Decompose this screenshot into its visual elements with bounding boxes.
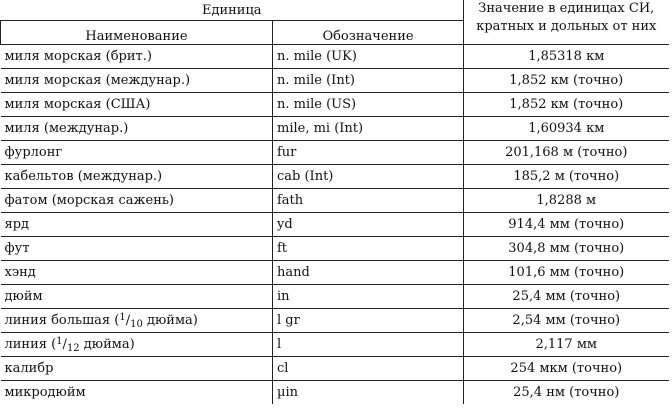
name-column-header: Наименование — [1, 21, 273, 45]
unit-symbol-cell: cab (Int) — [273, 165, 464, 189]
unit-value-cell: 1,852 км (точно) — [464, 93, 669, 117]
unit-symbol-cell: in — [273, 285, 464, 309]
fraction — [56, 336, 80, 354]
unit-group-header: Единица — [1, 0, 464, 21]
unit-name-cell: фут — [1, 237, 273, 261]
unit-name-suffix: дюйма) — [79, 337, 135, 352]
unit-value-cell: 254 мкм (точно) — [464, 357, 669, 381]
fraction — [119, 312, 143, 330]
table-row — [1, 213, 669, 237]
unit-name-cell: миля морская (междунар.) — [1, 69, 273, 93]
unit-symbol-cell: n. mile (Int) — [273, 69, 464, 93]
unit-name-cell: кабельтов (междунар.) — [1, 165, 273, 189]
fraction-denominator: 12 — [66, 343, 80, 354]
unit-value-cell: 25,4 нм (точно) — [464, 381, 669, 405]
unit-symbol-cell: n. mile (US) — [273, 93, 464, 117]
unit-symbol-cell: fath — [273, 189, 464, 213]
header-row-1 — [1, 0, 669, 21]
unit-value-cell: 1,85318 км — [464, 45, 669, 69]
table-row — [1, 165, 669, 189]
fraction-denominator: 10 — [130, 319, 143, 330]
unit-name-cell — [1, 309, 273, 333]
unit-symbol-cell: l gr — [273, 309, 464, 333]
unit-name-cell: калибр — [1, 357, 273, 381]
table-row — [1, 261, 669, 285]
unit-value-cell: 1,8288 м — [464, 189, 669, 213]
table-row — [1, 333, 669, 357]
unit-name-cell: миля морская (США) — [1, 93, 273, 117]
unit-name-cell: фурлонг — [1, 141, 273, 165]
unit-name-cell: микродюйм — [1, 381, 273, 405]
unit-symbol-cell: cl — [273, 357, 464, 381]
table-body — [1, 45, 669, 405]
table-row — [1, 237, 669, 261]
unit-name-cell: фатом (морская сажень) — [1, 189, 273, 213]
fraction-slash: / — [125, 313, 131, 328]
unit-name-cell: дюйм — [1, 285, 273, 309]
unit-name-cell: миля морская (брит.) — [1, 45, 273, 69]
table-row — [1, 45, 669, 69]
table-row — [1, 69, 669, 93]
si-value-header-line-2: кратных и дольных от них — [476, 19, 657, 34]
unit-name-prefix: линия большая ( — [4, 313, 120, 328]
unit-value-cell: 201,168 м (точно) — [464, 141, 669, 165]
fraction-numerator: 1 — [56, 336, 63, 347]
unit-symbol-cell: hand — [273, 261, 464, 285]
fraction-slash: / — [62, 337, 67, 352]
table-row — [1, 357, 669, 381]
table-row — [1, 93, 669, 117]
unit-value-cell: 185,2 м (точно) — [464, 165, 669, 189]
unit-name-suffix: дюйма) — [142, 313, 198, 328]
unit-symbol-cell: fur — [273, 141, 464, 165]
table-row — [1, 141, 669, 165]
unit-value-cell: 1,852 км (точно) — [464, 69, 669, 93]
unit-value-cell: 1,60934 км — [464, 117, 669, 141]
table-header — [1, 0, 669, 45]
unit-symbol-cell: l — [273, 333, 464, 357]
table-row — [1, 189, 669, 213]
unit-name-cell: хэнд — [1, 261, 273, 285]
unit-symbol-cell: yd — [273, 213, 464, 237]
unit-name-prefix: линия ( — [4, 337, 57, 352]
unit-value-cell: 101,6 мм (точно) — [464, 261, 669, 285]
unit-value-cell: 2,117 мм — [464, 333, 669, 357]
unit-symbol-cell: ft — [273, 237, 464, 261]
unit-name-cell: ярд — [1, 213, 273, 237]
unit-symbol-cell: µin — [273, 381, 464, 405]
table-row — [1, 309, 669, 333]
si-value-header-line-1: Значение в единицах СИ, — [478, 1, 655, 16]
table-row — [1, 381, 669, 405]
unit-symbol-cell: n. mile (UK) — [273, 45, 464, 69]
unit-name-cell: миля (междунар.) — [1, 117, 273, 141]
unit-symbol-cell: mile, mi (Int) — [273, 117, 464, 141]
table-row — [1, 117, 669, 141]
unit-value-cell: 2,54 мм (точно) — [464, 309, 669, 333]
symbol-column-header: Обозначение — [273, 21, 464, 45]
table-row — [1, 285, 669, 309]
unit-name-cell — [1, 333, 273, 357]
unit-value-cell: 304,8 мм (точно) — [464, 237, 669, 261]
unit-value-cell: 914,4 мм (точно) — [464, 213, 669, 237]
si-value-header — [464, 0, 669, 45]
unit-value-cell: 25,4 мм (точно) — [464, 285, 669, 309]
fraction-numerator: 1 — [119, 312, 126, 323]
